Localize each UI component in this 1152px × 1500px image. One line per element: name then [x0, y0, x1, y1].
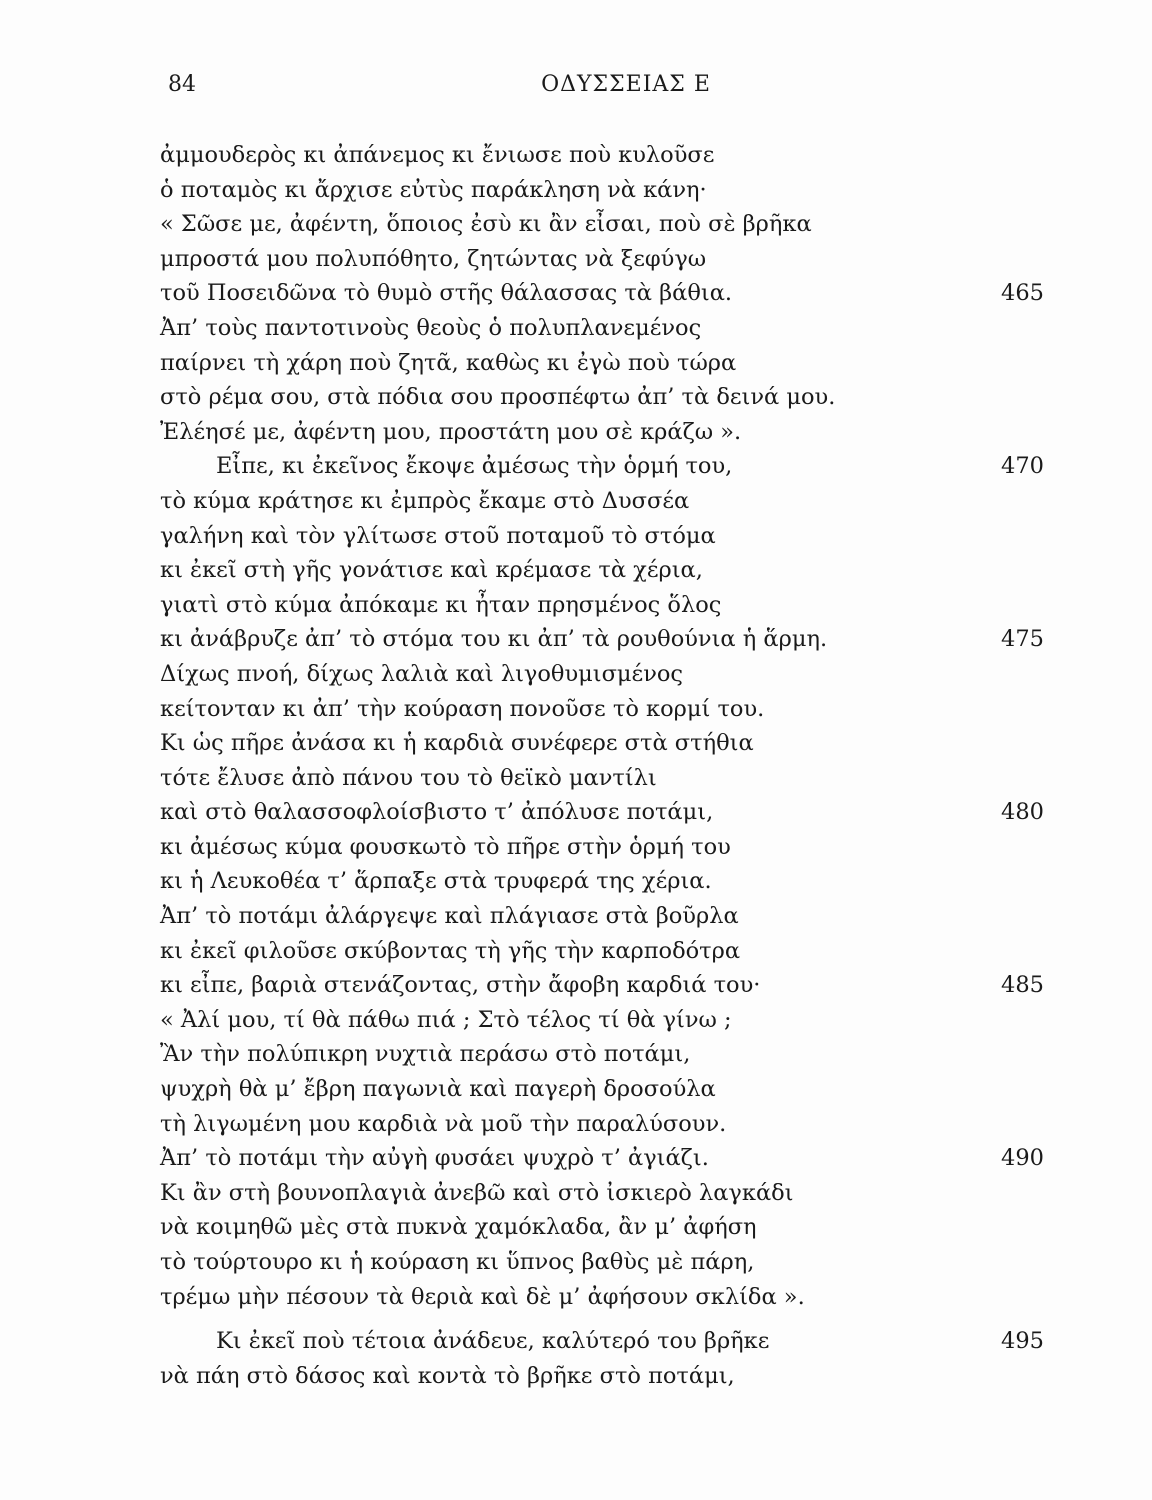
- verse-text: « Σῶσε με, ἀφέντη, ὅποιος ἐσὺ κι ἂν εἶσαι, ποὺ σὲ βρῆκα: [160, 211, 812, 238]
- verse-line: [160, 1037, 1050, 1072]
- verse-text: κι εἶπε, βαριὰ στενάζοντας, στὴν ἄφοβη καρδιά του·: [160, 972, 761, 999]
- verse-text: κι ἀμέσως κύμα φουσκωτὸ τὸ πῆρε στὴν ὁρμή του: [160, 833, 731, 860]
- verse-text: στὸ ρέμα σου, στὰ πόδια σου προσπέφτω ἀπ’ τὰ δεινά μου.: [160, 384, 836, 411]
- verse-text: νὰ πάη στὸ δάσος καὶ κοντὰ τὸ βρῆκε στὸ ποτάμι,: [160, 1362, 735, 1389]
- verse-text: ὁ ποταμὸς κι ἄρχισε εὐτὺς παράκληση νὰ κάνη·: [160, 176, 707, 203]
- verse-text: γιατὶ στὸ κύμα ἀπόκαμε κι ἦταν πρησμένος ὅλος: [160, 591, 722, 618]
- verse-line: [160, 588, 1050, 623]
- verse-line: [160, 484, 1050, 519]
- verse-line: [160, 1176, 1050, 1211]
- verse-text: ψυχρὴ θὰ μ’ ἔβρη παγωνιὰ καὶ παγερὴ δροσούλα: [160, 1076, 716, 1103]
- verse-line: [160, 1280, 1050, 1315]
- verse-text: τρέμω μὴν πέσουν τὰ θεριὰ καὶ δὲ μ’ ἀφήσουν σκλίδα ».: [160, 1283, 805, 1310]
- verse-line: [160, 622, 1050, 657]
- verse-line: [160, 761, 1050, 796]
- line-number: 485: [1001, 972, 1044, 999]
- verse-text: τὴ λιγωμένη μου καρδιὰ νὰ μοῦ τὴν παραλύσουν.: [160, 1110, 727, 1137]
- verse-text: « Ἀλί μου, τί θὰ πάθω πιά ; Στὸ τέλος τί θὰ γίνω ;: [160, 1006, 732, 1033]
- verse-line: [160, 657, 1050, 692]
- verse-line: [160, 1141, 1050, 1176]
- verse-text: Ἂν τὴν πολύπικρη νυχτιὰ περάσω στὸ ποτάμι,: [160, 1041, 691, 1068]
- verse-text: τότε ἔλυσε ἀπὸ πάνου του τὸ θεϊκὸ μαντίλι: [160, 764, 657, 791]
- verse-line: [160, 449, 1050, 484]
- verse-text: κι ἐκεῖ στὴ γῆς γονάτισε καὶ κρέμασε τὰ χέρια,: [160, 557, 703, 584]
- verse-line: [160, 207, 1050, 242]
- verse-text: Δίχως πνοή, δίχως λαλιὰ καὶ λιγοθυμισμένος: [160, 660, 684, 687]
- verse-line: [160, 553, 1050, 588]
- verse-line: [160, 519, 1050, 554]
- line-number: 470: [1001, 453, 1044, 480]
- line-number: 490: [1001, 1145, 1044, 1172]
- running-head: ΟΔΥΣΣΕΙΑΣ Ε: [541, 72, 711, 97]
- verse-line: [160, 242, 1050, 277]
- verse-text: κείτονταν κι ἀπ’ τὴν κούραση πονοῦσε τὸ κορμί του.: [160, 695, 765, 722]
- verse-text: Ἀπ’ τοὺς παντοτινοὺς θεοὺς ὁ πολυπλανεμένος: [160, 314, 702, 341]
- verse-line: [160, 1072, 1050, 1107]
- page-header: [168, 72, 1044, 112]
- verse-line: [160, 415, 1050, 450]
- poem-text: [160, 138, 1050, 1393]
- verse-text: Ἀπ’ τὸ ποτάμι ἀλάργεψε καὶ πλάγιασε στὰ βοῦρλα: [160, 903, 739, 930]
- verse-line: [160, 1359, 1050, 1394]
- line-number: 475: [1001, 626, 1044, 653]
- verse-text: Κι ἂν στὴ βουνοπλαγιὰ ἀνεβῶ καὶ στὸ ἰσκιερὸ λαγκάδι: [160, 1179, 794, 1206]
- verse-text: παίρνει τὴ χάρη ποὺ ζητᾶ, καθὼς κι ἐγὼ ποὺ τώρα: [160, 349, 737, 376]
- verse-line: [160, 380, 1050, 415]
- verse-line: [160, 864, 1050, 899]
- verse-text: τοῦ Ποσειδῶνα τὸ θυμὸ στῆς θάλασσας τὰ βάθια.: [160, 280, 733, 307]
- verse-line: [160, 830, 1050, 865]
- line-number: 480: [1001, 799, 1044, 826]
- verse-text: καὶ στὸ θαλασσοφλοίσβιστο τ’ ἀπόλυσε ποτάμι,: [160, 799, 714, 826]
- page-number: 84: [168, 72, 196, 97]
- verse-text: Κι ἐκεῖ ποὺ τέτοια ἀνάδευε, καλύτερό του βρῆκε: [216, 1328, 770, 1355]
- verse-line: [160, 138, 1050, 173]
- verse-line: [160, 692, 1050, 727]
- verse-text: Κι ὡς πῆρε ἀνάσα κι ἡ καρδιὰ συνέφερε στὰ στήθια: [160, 730, 754, 757]
- verse-text: τὸ κύμα κράτησε κι ἐμπρὸς ἔκαμε στὸ Δυσσέα: [160, 487, 690, 514]
- verse-line: [160, 726, 1050, 761]
- verse-text: γαλήνη καὶ τὸν γλίτωσε στοῦ ποταμοῦ τὸ στόμα: [160, 522, 716, 549]
- verse-line: [160, 276, 1050, 311]
- verse-line: [160, 173, 1050, 208]
- verse-text: Ἐλέησέ με, ἀφέντη μου, προστάτη μου σὲ κράζω ».: [160, 418, 742, 445]
- verse-line: [160, 1210, 1050, 1245]
- verse-line: [160, 1324, 1050, 1359]
- verse-text: Εἶπε, κι ἐκεῖνος ἔκοψε ἀμέσως τὴν ὁρμή του,: [216, 453, 733, 480]
- verse-text: μπροστά μου πολυπόθητο, ζητώντας νὰ ξεφύγω: [160, 245, 707, 272]
- verse-text: κι ἐκεῖ φιλοῦσε σκύβοντας τὴ γῆς τὴν καρποδότρα: [160, 937, 741, 964]
- verse-line: [160, 346, 1050, 381]
- verse-text: τὸ τούρτουρο κι ἡ κούραση κι ὕπνος βαθὺς μὲ πάρη,: [160, 1249, 755, 1275]
- verse-text: κι ἡ Λευκοθέα τ’ ἅρπαξε στὰ τρυφερά της χέρια.: [160, 868, 712, 895]
- verse-line: [160, 934, 1050, 969]
- verse-text: ἀμμουδερὸς κι ἀπάνεμος κι ἔνιωσε ποὺ κυλοῦσε: [160, 142, 715, 168]
- verse-text: Ἀπ’ τὸ ποτάμι τὴν αὐγὴ φυσάει ψυχρὸ τ’ ἀγιάζι.: [160, 1145, 709, 1172]
- line-number: 465: [1001, 280, 1044, 307]
- verse-line: [160, 1245, 1050, 1280]
- verse-text: νὰ κοιμηθῶ μὲς στὰ πυκνὰ χαμόκλαδα, ἂν μ’ ἀφήση: [160, 1214, 757, 1241]
- verse-text: κι ἀνάβρυζε ἀπ’ τὸ στόμα του κι ἀπ’ τὰ ρουθούνια ἡ ἅρμη.: [160, 626, 828, 653]
- verse-line: [160, 899, 1050, 934]
- verse-line: [160, 795, 1050, 830]
- verse-line: [160, 1107, 1050, 1142]
- verse-line: [160, 1003, 1050, 1038]
- verse-line: [160, 968, 1050, 1003]
- verse-line: [160, 311, 1050, 346]
- line-number: 495: [1001, 1328, 1044, 1355]
